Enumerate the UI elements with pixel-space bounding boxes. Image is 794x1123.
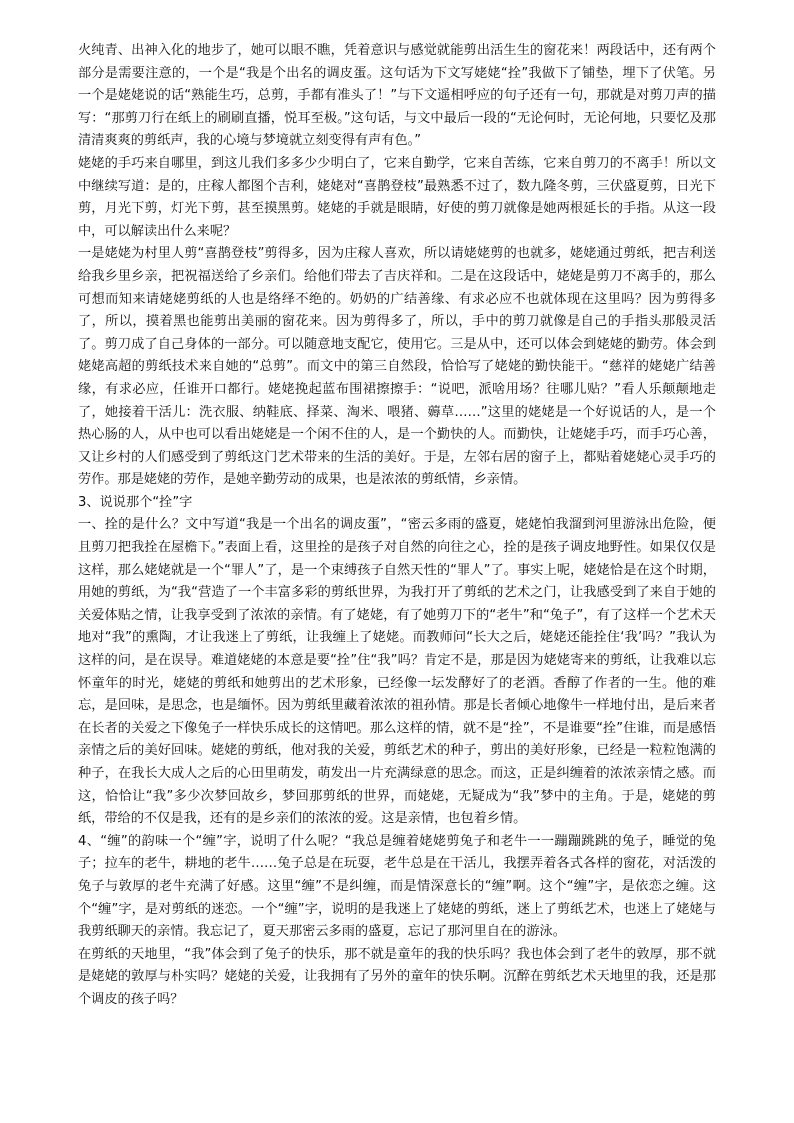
paragraph: 火纯青、出神入化的地步了，她可以眼不瞧，凭着意识与感觉就能剪出活生生的窗花来！两段话中，还有两个部分是需要注意的，一个是“我是个出名的调皮蛋。这句话为下文写姥姥“拴”我做下了铺垫，埋下了伏笔。另一个是姥姥说的话“熟能生巧，总剪，手都有准头了！”与下文遥相呼应的句子还有一句，那就是对剪刀声的描写：“那剪刀行在纸上的刷刷直播，悦耳至极。”这句话，与文中最后一段的“无论何时，无论何地，只要忆及那清清爽爽的剪纸声，我的心境与梦境就立刻变得有声有色。” [78, 43, 716, 149]
section-heading: 3、说说那个“拴”字 [78, 494, 193, 510]
paragraph: 在剪纸的天地里，“我”体会到了兔子的快乐，那不就是童年的我的快乐吗？我也体会到了老牛的敦厚，那不就是姥姥的敦厚与朴实吗？姥姥的关爱，让我拥有了另外的童年的快乐啊。沉醉在剪纸艺术天地里的我，还是那个调皮的孩子吗？ [78, 946, 716, 1007]
paragraph: 姥姥的手巧来自哪里，到这儿我们多多少少明白了，它来自勤学，它来自苦练，它来自剪刀的不离手！所以文中继续写道：是的，庄稼人都图个吉利，姥姥对“喜鹊登枝”最熟悉不过了，数九隆冬剪，三伏盛夏剪，日光下剪，月光下剪，灯光下剪，甚至摸黑剪。姥姥的手就是眼睛，好使的剪刀就像是她两根延长的手指。从这一段中，可以解读出什么来呢？ [78, 155, 716, 239]
document-body [78, 40, 716, 1012]
paragraph: 4、“缠”的韵味一个“缠”字，说明了什么呢？“我总是缠着姥姥剪兔子和老牛一一蹦蹦跳跳的兔子，睡觉的兔子；拉车的老牛，耕地的老牛……兔子总是在玩耍，老牛总是在干活儿，我摆弄着各式各样的窗花，对活泼的兔子与敦厚的老牛充满了好感。这里“缠”不是纠缠，而是情深意长的“缠”啊。这个“缠”字，是依恋之缠。这个“缠”字，是对剪纸的迷恋。一个“缠”字，说明的是我迷上了姥姥的剪纸，迷上了剪纸艺术，也迷上了姥姥与我剪纸聊天的亲情。我忘记了，夏天那密云多雨的盛夏，忘记了那河里自在的游泳。 [78, 833, 716, 940]
paragraph: 一是姥姥为村里人剪“喜鹊登枝”剪得多，因为庄稼人喜欢，所以请姥姥剪的也就多，姥姥通过剪纸，把吉利送给我乡里乡亲，把祝福送给了乡亲们。给他们带去了吉庆祥和。二是在这段话中，姥姥是剪刀不离手的，那么可想而知来请姥姥剪纸的人也是络绎不绝的。奶奶的广结善缘、有求必应不也就体现在这里吗？因为剪得多了，所以，摸着黑也能剪出美丽的窗花来。因为剪得多了，所以，手中的剪刀就像是自己的手指头那般灵活了。剪刀成了自己身体的一部分。可以随意地支配它，使用它。三是从中，还可以体会到姥姥的勤劳。体会到姥姥高超的剪纸技术来自她的“总剪”。而文中的第三自然段，恰恰写了姥姥的勤快能干。“慈祥的姥姥广结善缘，有求必应，任谁开口都行。姥姥挽起蓝布围裙擦擦手：“说吧，派啥用场？往哪儿贴？”看人乐颠颠地走了，她接着干活儿：洗衣服、纳鞋底、择菜、淘米、喂猪、薅草……”这里的姥姥是一个好说话的人，是一个热心肠的人，从中也可以看出姥姥是一个闲不住的人，是一个勤快的人。而勤快，让姥姥手巧，而手巧心善，又让乡村的人们感受到了剪纸这门艺术带来的生活的美好。于是，左邻右居的窗子上，都贴着姥姥心灵手巧的劳作。那是姥姥的劳作，是她辛勤劳动的成果，也是浓浓的剪纸情，乡亲情。 [78, 246, 716, 488]
paragraph: 一、拴的是什么？文中写道“我是一个出名的调皮蛋”，“密云多雨的盛夏，姥姥怕我溜到河里游泳出危险，便且剪刀把我拴在屋檐下。”表面上看，这里拴的是孩子对自然的向往之心，拴的是孩子调皮地野性。如果仅仅是这样，那么姥姥就是一个“罪人”了，是一个束缚孩子自然天性的“罪人”了。事实上呢，姥姥恰是在这个时期，用她的剪纸，为“我“营造了一个丰富多彩的剪纸世界，为我打开了剪纸的艺术之门，让我感受到了来自于她的关爱体贴之情，让我享受到了浓浓的亲情。有了姥姥，有了她剪刀下的“老牛”和“兔子”，有了这样一个艺术天地对“我”的熏陶，才让我迷上了剪纸，让我缠上了姥姥。而教师问“长大之后，姥姥还能拴住‘我’吗？”我认为这样的问，是在误导。难道姥姥的本意是要“拴”住“我”吗？肯定不是，那是因为姥姥寄来的剪纸，让我难以忘怀童年的时光，姥姥的剪纸和她剪出的艺术形象，已经像一坛发酵好了的老酒。香醇了作者的一生。他的难忘，是回味，是思念，也是缅怀。因为剪纸里藏着浓浓的祖孙情。那是长者倾心地像牛一样地付出，是后来者在长者的关爱之下像兔子一样快乐成长的这情吧。那么这样的情，就不是“拴”，不是谁要“拴”住谁，而是感悟亲情之后的美好回味。姥姥的剪纸，他对我的关爱，剪纸艺术的种子，剪出的美好形象，已经是一粒粒饱满的种子，在我长大成人之后的心田里萌发，萌发出一片充满绿意的思念。而这，正是纠缠着的浓浓亲情之感。而这，恰恰让“我”多少次梦回故乡，梦回那剪纸的世界，而姥姥，无疑成为“我”梦中的主角。于是，姥姥的剪纸，带给的不仅是我，还有的是乡亲们的浓浓的爱。这是亲情，也包着乡情。 [78, 517, 716, 827]
